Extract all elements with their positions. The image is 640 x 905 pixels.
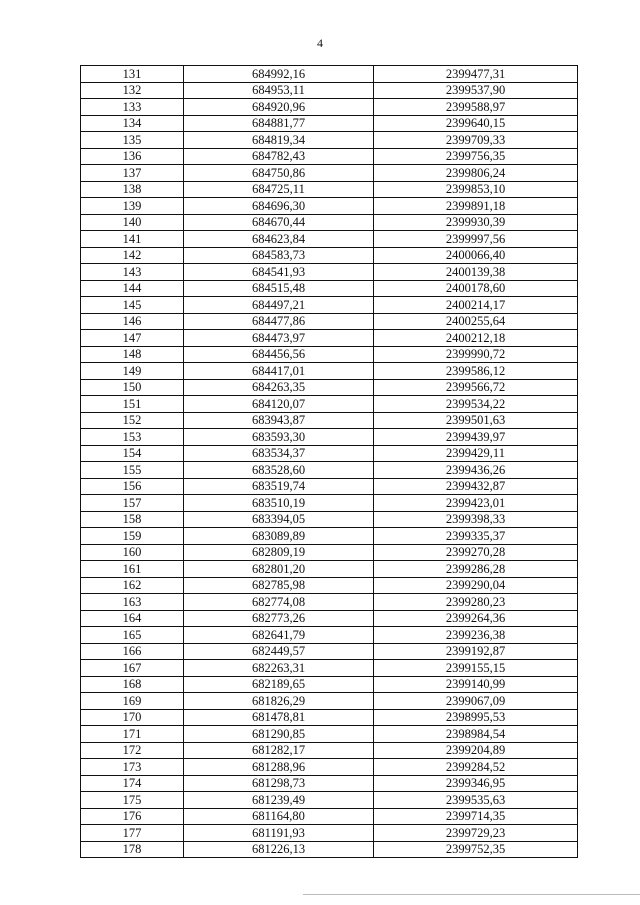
x-coordinate-cell: 681282,17 xyxy=(184,742,374,759)
point-number-cell: 143 xyxy=(81,264,184,281)
y-coordinate-cell: 2399714,35 xyxy=(374,808,578,825)
x-coordinate-cell: 683534,37 xyxy=(184,445,374,462)
y-coordinate-cell: 2399535,63 xyxy=(374,792,578,809)
x-coordinate-cell: 684477,86 xyxy=(184,313,374,330)
x-coordinate-cell: 681239,49 xyxy=(184,792,374,809)
point-number-cell: 151 xyxy=(81,396,184,413)
y-coordinate-cell: 2399398,33 xyxy=(374,511,578,528)
point-number-cell: 173 xyxy=(81,759,184,776)
table-row xyxy=(81,610,578,627)
y-coordinate-cell: 2399439,97 xyxy=(374,429,578,446)
y-coordinate-cell: 2399236,38 xyxy=(374,627,578,644)
point-number-cell: 177 xyxy=(81,825,184,842)
table-row xyxy=(81,759,578,776)
x-coordinate-cell: 682641,79 xyxy=(184,627,374,644)
y-coordinate-cell: 2399429,11 xyxy=(374,445,578,462)
point-number-cell: 164 xyxy=(81,610,184,627)
x-coordinate-cell: 681298,73 xyxy=(184,775,374,792)
y-coordinate-cell: 2399756,35 xyxy=(374,148,578,165)
table-row xyxy=(81,445,578,462)
page-number: 4 xyxy=(317,36,323,50)
x-coordinate-cell: 684953,11 xyxy=(184,82,374,99)
x-coordinate-cell: 684819,34 xyxy=(184,132,374,149)
point-number-cell: 150 xyxy=(81,379,184,396)
x-coordinate-cell: 683089,89 xyxy=(184,528,374,545)
x-coordinate-cell: 683394,05 xyxy=(184,511,374,528)
y-coordinate-cell: 2399335,37 xyxy=(374,528,578,545)
y-coordinate-cell: 2399853,10 xyxy=(374,181,578,198)
y-coordinate-cell: 2399423,01 xyxy=(374,495,578,512)
y-coordinate-cell: 2399264,36 xyxy=(374,610,578,627)
y-coordinate-cell: 2399752,35 xyxy=(374,841,578,858)
table-row xyxy=(81,792,578,809)
point-number-cell: 154 xyxy=(81,445,184,462)
y-coordinate-cell: 2399806,24 xyxy=(374,165,578,182)
point-number-cell: 165 xyxy=(81,627,184,644)
table-row xyxy=(81,181,578,198)
x-coordinate-cell: 684782,43 xyxy=(184,148,374,165)
table-row xyxy=(81,214,578,231)
y-coordinate-cell: 2399280,23 xyxy=(374,594,578,611)
coordinates-table xyxy=(80,65,578,858)
table-row xyxy=(81,742,578,759)
y-coordinate-cell: 2400214,17 xyxy=(374,297,578,314)
table-row xyxy=(81,808,578,825)
point-number-cell: 172 xyxy=(81,742,184,759)
table-row xyxy=(81,577,578,594)
x-coordinate-cell: 682189,65 xyxy=(184,676,374,693)
y-coordinate-cell: 2399346,95 xyxy=(374,775,578,792)
table-row xyxy=(81,330,578,347)
point-number-cell: 174 xyxy=(81,775,184,792)
point-number-cell: 157 xyxy=(81,495,184,512)
point-number-cell: 135 xyxy=(81,132,184,149)
y-coordinate-cell: 2399477,31 xyxy=(374,66,578,83)
point-number-cell: 171 xyxy=(81,726,184,743)
y-coordinate-cell: 2398984,54 xyxy=(374,726,578,743)
x-coordinate-cell: 682801,20 xyxy=(184,561,374,578)
x-coordinate-cell: 683593,30 xyxy=(184,429,374,446)
x-coordinate-cell: 682773,26 xyxy=(184,610,374,627)
x-coordinate-cell: 681826,29 xyxy=(184,693,374,710)
point-number-cell: 166 xyxy=(81,643,184,660)
table-row xyxy=(81,775,578,792)
table-row xyxy=(81,643,578,660)
table-row xyxy=(81,676,578,693)
point-number-cell: 160 xyxy=(81,544,184,561)
point-number-cell: 153 xyxy=(81,429,184,446)
x-coordinate-cell: 684881,77 xyxy=(184,115,374,132)
table-row xyxy=(81,528,578,545)
point-number-cell: 176 xyxy=(81,808,184,825)
table-row xyxy=(81,379,578,396)
x-coordinate-cell: 684417,01 xyxy=(184,363,374,380)
x-coordinate-cell: 684515,48 xyxy=(184,280,374,297)
y-coordinate-cell: 2399155,15 xyxy=(374,660,578,677)
point-number-cell: 155 xyxy=(81,462,184,479)
point-number-cell: 156 xyxy=(81,478,184,495)
y-coordinate-cell: 2399640,15 xyxy=(374,115,578,132)
point-number-cell: 152 xyxy=(81,412,184,429)
y-coordinate-cell: 2399436,26 xyxy=(374,462,578,479)
table-row xyxy=(81,280,578,297)
table-row xyxy=(81,82,578,99)
x-coordinate-cell: 684456,56 xyxy=(184,346,374,363)
x-coordinate-cell: 681164,80 xyxy=(184,808,374,825)
table-row xyxy=(81,115,578,132)
table-row xyxy=(81,346,578,363)
y-coordinate-cell: 2399140,99 xyxy=(374,676,578,693)
x-coordinate-cell: 684725,11 xyxy=(184,181,374,198)
point-number-cell: 159 xyxy=(81,528,184,545)
point-number-cell: 147 xyxy=(81,330,184,347)
point-number-cell: 175 xyxy=(81,792,184,809)
point-number-cell: 148 xyxy=(81,346,184,363)
x-coordinate-cell: 681288,96 xyxy=(184,759,374,776)
point-number-cell: 162 xyxy=(81,577,184,594)
x-coordinate-cell: 684696,30 xyxy=(184,198,374,215)
table-row xyxy=(81,478,578,495)
x-coordinate-cell: 684583,73 xyxy=(184,247,374,264)
table-row xyxy=(81,313,578,330)
x-coordinate-cell: 683528,60 xyxy=(184,462,374,479)
y-coordinate-cell: 2399284,52 xyxy=(374,759,578,776)
y-coordinate-cell: 2399891,18 xyxy=(374,198,578,215)
x-coordinate-cell: 684263,35 xyxy=(184,379,374,396)
y-coordinate-cell: 2399566,72 xyxy=(374,379,578,396)
y-coordinate-cell: 2399930,39 xyxy=(374,214,578,231)
table-row xyxy=(81,247,578,264)
x-coordinate-cell: 684623,84 xyxy=(184,231,374,248)
y-coordinate-cell: 2399286,28 xyxy=(374,561,578,578)
table-row xyxy=(81,297,578,314)
point-number-cell: 136 xyxy=(81,148,184,165)
table-row xyxy=(81,561,578,578)
y-coordinate-cell: 2399588,97 xyxy=(374,99,578,116)
x-coordinate-cell: 684670,44 xyxy=(184,214,374,231)
x-coordinate-cell: 683519,74 xyxy=(184,478,374,495)
table-row xyxy=(81,660,578,677)
table-row xyxy=(81,66,578,83)
y-coordinate-cell: 2399290,04 xyxy=(374,577,578,594)
y-coordinate-cell: 2399709,33 xyxy=(374,132,578,149)
x-coordinate-cell: 682774,08 xyxy=(184,594,374,611)
point-number-cell: 163 xyxy=(81,594,184,611)
y-coordinate-cell: 2399432,87 xyxy=(374,478,578,495)
table-row xyxy=(81,396,578,413)
point-number-cell: 149 xyxy=(81,363,184,380)
y-coordinate-cell: 2399990,72 xyxy=(374,346,578,363)
table-row xyxy=(81,363,578,380)
table-row xyxy=(81,693,578,710)
point-number-cell: 141 xyxy=(81,231,184,248)
bottom-rule xyxy=(303,894,640,895)
point-number-cell: 169 xyxy=(81,693,184,710)
y-coordinate-cell: 2398995,53 xyxy=(374,709,578,726)
point-number-cell: 178 xyxy=(81,841,184,858)
table-row xyxy=(81,462,578,479)
x-coordinate-cell: 682785,98 xyxy=(184,577,374,594)
y-coordinate-cell: 2399067,09 xyxy=(374,693,578,710)
point-number-cell: 142 xyxy=(81,247,184,264)
point-number-cell: 132 xyxy=(81,82,184,99)
x-coordinate-cell: 681191,93 xyxy=(184,825,374,842)
point-number-cell: 167 xyxy=(81,660,184,677)
x-coordinate-cell: 683943,87 xyxy=(184,412,374,429)
y-coordinate-cell: 2399729,23 xyxy=(374,825,578,842)
table-row xyxy=(81,165,578,182)
y-coordinate-cell: 2400066,40 xyxy=(374,247,578,264)
point-number-cell: 133 xyxy=(81,99,184,116)
table-row xyxy=(81,709,578,726)
table-row xyxy=(81,594,578,611)
y-coordinate-cell: 2399192,87 xyxy=(374,643,578,660)
table-row xyxy=(81,511,578,528)
point-number-cell: 134 xyxy=(81,115,184,132)
x-coordinate-cell: 684920,96 xyxy=(184,99,374,116)
table-row xyxy=(81,412,578,429)
y-coordinate-cell: 2400255,64 xyxy=(374,313,578,330)
x-coordinate-cell: 684992,16 xyxy=(184,66,374,83)
x-coordinate-cell: 681226,13 xyxy=(184,841,374,858)
table-row xyxy=(81,231,578,248)
x-coordinate-cell: 684497,21 xyxy=(184,297,374,314)
table-row xyxy=(81,429,578,446)
x-coordinate-cell: 682449,57 xyxy=(184,643,374,660)
point-number-cell: 144 xyxy=(81,280,184,297)
table-row xyxy=(81,544,578,561)
y-coordinate-cell: 2400212,18 xyxy=(374,330,578,347)
table-row xyxy=(81,841,578,858)
y-coordinate-cell: 2399586,12 xyxy=(374,363,578,380)
x-coordinate-cell: 684120,07 xyxy=(184,396,374,413)
x-coordinate-cell: 684750,86 xyxy=(184,165,374,182)
coordinates-table-body xyxy=(81,66,578,858)
table-row xyxy=(81,148,578,165)
point-number-cell: 161 xyxy=(81,561,184,578)
point-number-cell: 138 xyxy=(81,181,184,198)
point-number-cell: 140 xyxy=(81,214,184,231)
table-row xyxy=(81,198,578,215)
y-coordinate-cell: 2399270,28 xyxy=(374,544,578,561)
y-coordinate-cell: 2399204,89 xyxy=(374,742,578,759)
point-number-cell: 170 xyxy=(81,709,184,726)
point-number-cell: 145 xyxy=(81,297,184,314)
x-coordinate-cell: 681478,81 xyxy=(184,709,374,726)
x-coordinate-cell: 682809,19 xyxy=(184,544,374,561)
y-coordinate-cell: 2399534,22 xyxy=(374,396,578,413)
y-coordinate-cell: 2399997,56 xyxy=(374,231,578,248)
table-row xyxy=(81,726,578,743)
x-coordinate-cell: 683510,19 xyxy=(184,495,374,512)
point-number-cell: 158 xyxy=(81,511,184,528)
table-row xyxy=(81,99,578,116)
point-number-cell: 168 xyxy=(81,676,184,693)
table-row xyxy=(81,132,578,149)
table-row xyxy=(81,264,578,281)
x-coordinate-cell: 681290,85 xyxy=(184,726,374,743)
y-coordinate-cell: 2399501,63 xyxy=(374,412,578,429)
table-row xyxy=(81,825,578,842)
y-coordinate-cell: 2399537,90 xyxy=(374,82,578,99)
x-coordinate-cell: 684541,93 xyxy=(184,264,374,281)
table-row xyxy=(81,495,578,512)
point-number-cell: 131 xyxy=(81,66,184,83)
point-number-cell: 139 xyxy=(81,198,184,215)
y-coordinate-cell: 2400178,60 xyxy=(374,280,578,297)
table-row xyxy=(81,627,578,644)
y-coordinate-cell: 2400139,38 xyxy=(374,264,578,281)
point-number-cell: 137 xyxy=(81,165,184,182)
point-number-cell: 146 xyxy=(81,313,184,330)
x-coordinate-cell: 682263,31 xyxy=(184,660,374,677)
x-coordinate-cell: 684473,97 xyxy=(184,330,374,347)
